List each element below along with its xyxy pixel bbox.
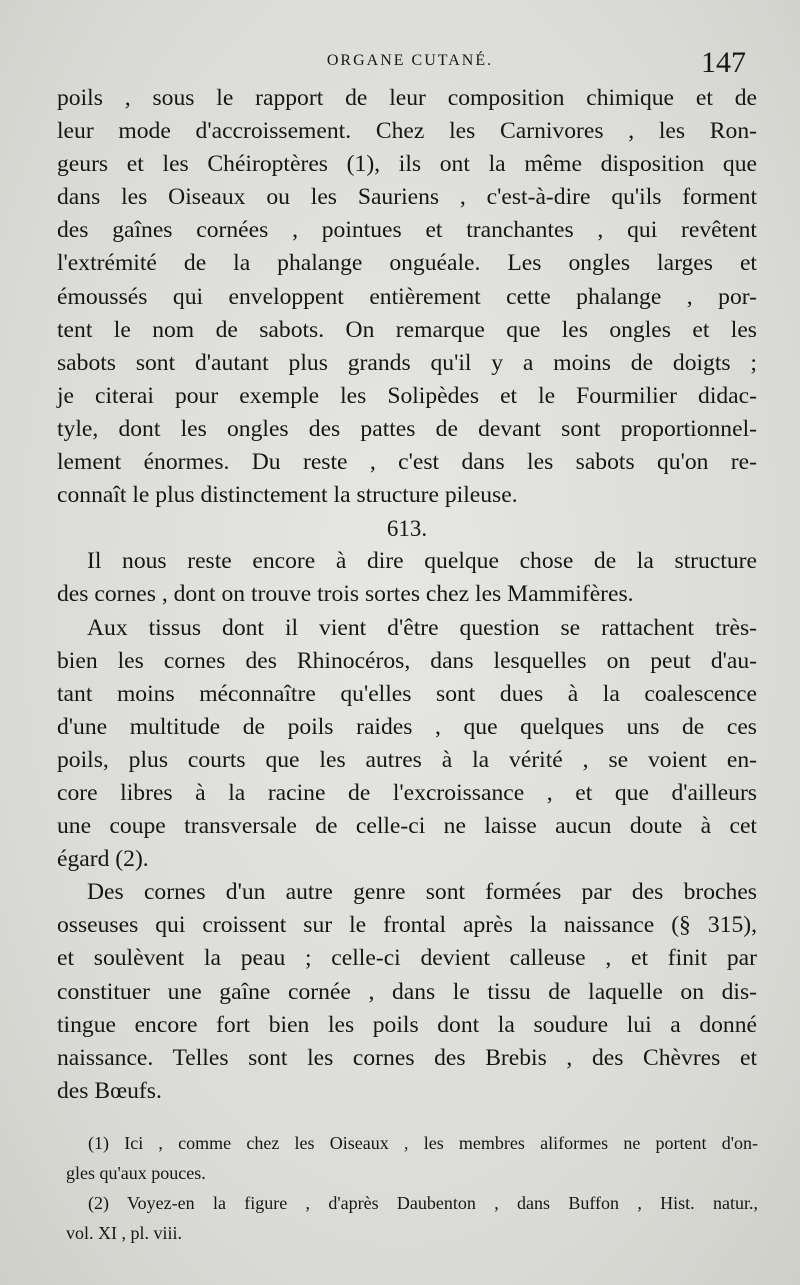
- footnote-line: gles qu'aux pouces.: [66, 1163, 206, 1183]
- section-number: 613.: [386, 516, 428, 542]
- text-line: sabots sont d'autant plus grands qu'il y a moins de doigts ;: [57, 349, 757, 376]
- page-header: [60, 46, 760, 86]
- text-line: égard (2).: [57, 846, 149, 873]
- text-line: tyle, dont les ongles des pattes de devant sont proportionnel-: [57, 415, 757, 442]
- footnotes: [66, 1128, 758, 1248]
- text-line: Des cornes d'un autre genre sont formées par des broches: [87, 879, 757, 906]
- text-line: Aux tissus dont il vient d'être question se rattachent très-: [87, 614, 757, 641]
- text-line: tant moins méconnaître qu'elles sont dues à la coalescence: [57, 680, 757, 707]
- text-line: lement énormes. Du reste , c'est dans les sabots qu'on re-: [57, 449, 757, 476]
- text-line: connaît le plus distinctement la structure pileuse.: [57, 482, 518, 509]
- text-line: dans les Oiseaux ou les Sauriens , c'est-à-dire qu'ils forment: [57, 184, 757, 211]
- text-line: une coupe transversale de celle-ci ne laisse aucun doute à cet: [57, 813, 757, 840]
- text-line: d'une multitude de poils raides , que quelques uns de ces: [57, 713, 757, 740]
- text-line: naissance. Telles sont les cornes des Brebis , des Chèvres et: [57, 1044, 757, 1071]
- text-line: des cornes , dont on trouve trois sortes chez les Mammifères.: [57, 581, 634, 608]
- footnote-line: vol. XI , pl. viii.: [66, 1223, 182, 1243]
- text-line: des Bœufs.: [57, 1077, 162, 1104]
- text-line: émoussés qui enveloppent entièrement cette phalange , por-: [57, 283, 757, 310]
- text-line: tent le nom de sabots. On remarque que les ongles et les: [57, 316, 757, 343]
- text-line: osseuses qui croissent sur le frontal après la naissance (§ 315),: [57, 912, 757, 939]
- text-line: l'extrémité de la phalange onguéale. Les ongles larges et: [57, 250, 757, 277]
- text-line: core libres à la racine de l'excroissance , et que d'ailleurs: [57, 779, 757, 806]
- text-line: poils , sous le rapport de leur composition chimique et de: [57, 85, 757, 111]
- text-line: poils, plus courts que les autres à la vérité , se voient en-: [57, 746, 757, 773]
- text-line: je citerai pour exemple les Solipèdes et le Fourmilier didac-: [57, 382, 757, 409]
- text-line: et soulèvent la peau ; celle-ci devient calleuse , et finit par: [57, 945, 757, 972]
- running-title: ORGANE CUTANÉ.: [326, 52, 494, 69]
- text-line: Il nous reste encore à dire quelque chose de la structure: [87, 548, 757, 575]
- footnote-line: (2) Voyez-en la figure , d'après Daubenton , dans Buffon , Hist. natur.,: [88, 1193, 758, 1213]
- text-line: bien les cornes des Rhinocéros, dans lesquelles on peut d'au-: [57, 647, 757, 674]
- text-line: geurs et les Chéiroptères (1), ils ont la même disposition que: [57, 151, 757, 178]
- page-number: 147: [701, 46, 746, 79]
- text-line: constituer une gaîne cornée , dans le tissu de laquelle on dis-: [57, 978, 757, 1005]
- text-line: des gaînes cornées , pointues et tranchantes , qui revêtent: [57, 217, 757, 244]
- body-text: [57, 82, 757, 1108]
- footnote-line: (1) Ici , comme chez les Oiseaux , les membres aliformes ne portent d'on-: [88, 1133, 758, 1153]
- text-line: tingue encore fort bien les poils dont la soudure lui a donné: [57, 1011, 757, 1038]
- text-line: leur mode d'accroissement. Chez les Carnivores , les Ron-: [57, 118, 757, 145]
